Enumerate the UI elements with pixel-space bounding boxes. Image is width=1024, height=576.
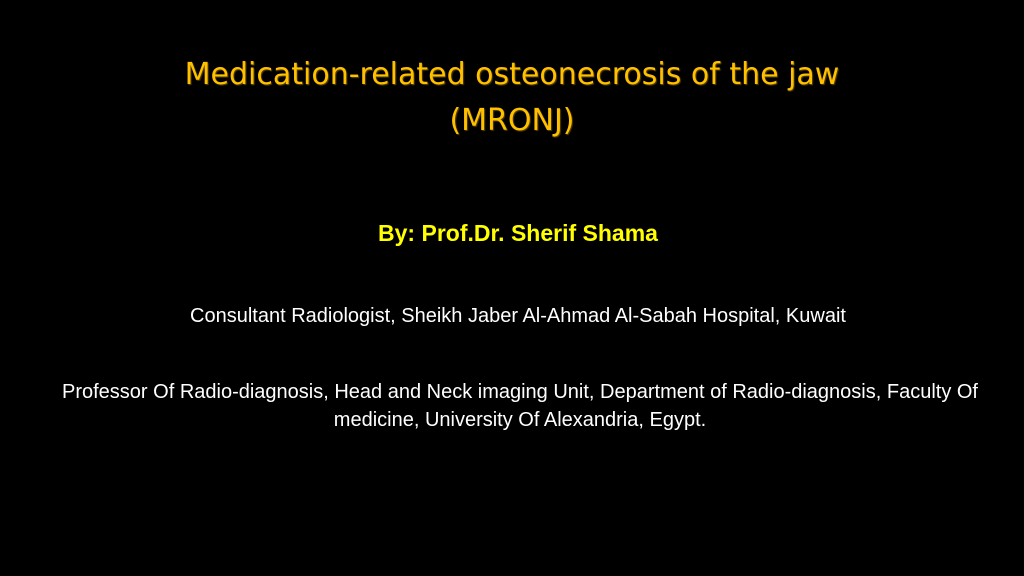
title-line-2: (MRONJ): [449, 103, 575, 138]
slide-title: [0, 52, 1024, 144]
affiliation-professor: Professor Of Radio-diagnosis, Head and Neck imaging Unit, Department of Radio-diagnosis, Faculty Of medicine, University Of Alexandria, Egypt.: [62, 381, 978, 431]
author-byline: By: Prof.Dr. Sherif Shama: [378, 220, 658, 246]
title-line-1: Medication-related osteonecrosis of the jaw: [184, 57, 840, 92]
affiliation-consultant: Consultant Radiologist, Sheikh Jaber Al-Ahmad Al-Sabah Hospital, Kuwait: [190, 305, 846, 327]
